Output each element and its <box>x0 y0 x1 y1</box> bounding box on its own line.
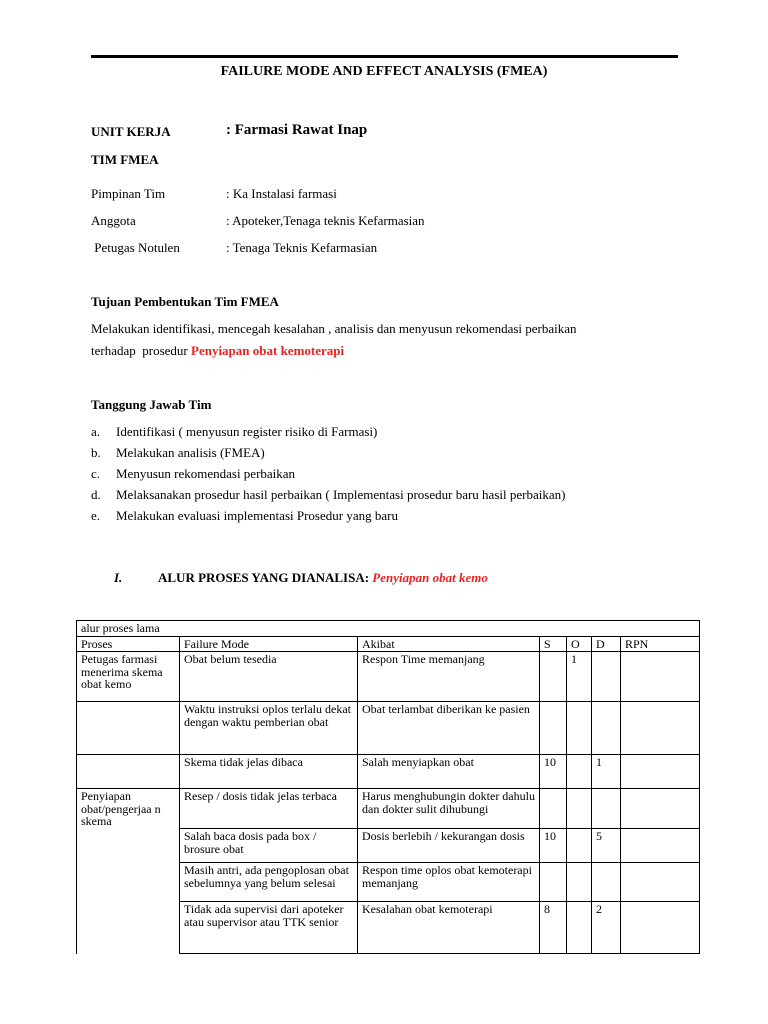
cell-d <box>592 789 621 829</box>
cell-rpn <box>621 829 700 863</box>
cell-proses: Penyiapan obat/pengerjaa n skema <box>77 789 180 954</box>
cell-rpn <box>621 755 700 789</box>
tujuan-line-2-prefix: terhadap prosedur <box>91 343 191 358</box>
cell-failure: Waktu instruksi oplos terlalu dekat dengan waktu pemberian obat <box>180 702 358 755</box>
cell-proses <box>77 702 180 755</box>
cell-d: 5 <box>592 829 621 863</box>
cell-d <box>592 652 621 702</box>
cell-akibat: Harus menghubungin dokter dahulu dan dokter sulit dihubungi <box>358 789 540 829</box>
cell-o <box>567 702 592 755</box>
cell-o <box>567 829 592 863</box>
table-row <box>77 702 700 755</box>
section-highlight: Penyiapan obat kemo <box>372 570 488 585</box>
table-header-row <box>77 636 700 652</box>
cell-s: 8 <box>540 902 567 954</box>
cell-d: 1 <box>592 755 621 789</box>
cell-d: 2 <box>592 902 621 954</box>
column-header: RPN <box>621 636 700 652</box>
top-rule <box>91 55 678 58</box>
cell-proses <box>77 755 180 789</box>
list-text: Melakukan evaluasi implementasi Prosedur yang baru <box>116 508 398 523</box>
cell-s <box>540 789 567 829</box>
tanggung-jawab-heading: Tanggung Jawab Tim <box>91 397 212 412</box>
cell-rpn <box>621 789 700 829</box>
column-header: D <box>592 636 621 652</box>
cell-o <box>567 902 592 954</box>
section-title: ALUR PROSES YANG DIANALISA: <box>158 570 373 585</box>
list-text: Identifikasi ( menyusun register risiko di Farmasi) <box>116 424 378 439</box>
member-label: Pimpinan Tim <box>91 186 166 201</box>
list-marker: d. <box>91 487 101 502</box>
cell-rpn <box>621 902 700 954</box>
tujuan-line-2 <box>91 343 344 359</box>
cell-failure: Tidak ada supervisi dari apoteker atau supervisor atau TTK senior <box>180 902 358 954</box>
tujuan-heading: Tujuan Pembentukan Tim FMEA <box>91 294 279 309</box>
member-value: : Ka Instalasi farmasi <box>226 186 337 201</box>
table-caption: alur proses lama <box>77 621 700 637</box>
tim-fmea-heading: TIM FMEA <box>91 152 159 167</box>
member-value: : Apoteker,Tenaga teknis Kefarmasian <box>226 213 425 228</box>
tujuan-highlight: Penyiapan obat kemoterapi <box>191 343 345 358</box>
cell-o <box>567 755 592 789</box>
list-item <box>91 487 565 503</box>
fmea-table <box>76 620 700 954</box>
column-header: O <box>567 636 592 652</box>
list-marker: b. <box>91 445 101 460</box>
column-header: Failure Mode <box>180 636 358 652</box>
tujuan-line-1: Melakukan identifikasi, mencegah kesalahan , analisis dan menyusun rekomendasi perbaikan <box>91 321 577 336</box>
cell-rpn <box>621 652 700 702</box>
member-label: Anggota <box>91 213 136 228</box>
cell-akibat: Dosis berlebih / kekurangan dosis <box>358 829 540 863</box>
column-header: Proses <box>77 636 180 652</box>
list-text: Melakukan analisis (FMEA) <box>116 445 265 460</box>
list-text: Melaksanakan prosedur hasil perbaikan ( Implementasi prosedur baru hasil perbaikan) <box>116 487 566 502</box>
cell-d <box>592 702 621 755</box>
list-item <box>91 424 377 440</box>
list-marker: c. <box>91 466 101 481</box>
cell-akibat: Kesalahan obat kemoterapi <box>358 902 540 954</box>
cell-o <box>567 863 592 902</box>
column-header: Akibat <box>358 636 540 652</box>
cell-rpn <box>621 863 700 902</box>
cell-s <box>540 702 567 755</box>
list-item <box>91 508 398 524</box>
cell-akibat: Salah menyiapkan obat <box>358 755 540 789</box>
list-item <box>91 445 265 461</box>
cell-failure: Masih antri, ada pengoplosan obat sebelumnya yang belum selesai <box>180 863 358 902</box>
section-number: I. <box>114 570 123 585</box>
table-row <box>77 652 700 702</box>
cell-akibat: Respon Time memanjang <box>358 652 540 702</box>
cell-s <box>540 863 567 902</box>
unit-kerja-value: : Farmasi Rawat Inap <box>226 122 368 138</box>
section-heading <box>114 570 488 586</box>
member-value: : Tenaga Teknis Kefarmasian <box>226 240 378 255</box>
cell-proses: Petugas farmasi menerima skema obat kemo <box>77 652 180 702</box>
cell-s: 10 <box>540 755 567 789</box>
column-header: S <box>540 636 567 652</box>
cell-akibat: Obat terlambat diberikan ke pasien <box>358 702 540 755</box>
table-row <box>77 789 700 829</box>
cell-akibat: Respon time oplos obat kemoterapi memanjang <box>358 863 540 902</box>
cell-s: 10 <box>540 829 567 863</box>
list-item <box>91 466 295 482</box>
cell-o: 1 <box>567 652 592 702</box>
member-label: Petugas Notulen <box>91 240 180 255</box>
document-title: FAILURE MODE AND EFFECT ANALYSIS (FMEA) <box>220 64 548 79</box>
cell-failure: Obat belum tesedia <box>180 652 358 702</box>
cell-d <box>592 863 621 902</box>
cell-o <box>567 789 592 829</box>
unit-kerja-label: UNIT KERJA <box>91 124 171 139</box>
list-marker: a. <box>91 424 101 439</box>
cell-failure: Resep / dosis tidak jelas terbaca <box>180 789 358 829</box>
cell-s <box>540 652 567 702</box>
cell-rpn <box>621 702 700 755</box>
table-row <box>77 755 700 789</box>
cell-failure: Skema tidak jelas dibaca <box>180 755 358 789</box>
table-caption-row <box>77 621 700 637</box>
list-marker: e. <box>91 508 101 523</box>
list-text: Menyusun rekomendasi perbaikan <box>116 466 296 481</box>
cell-failure: Salah baca dosis pada box / brosure obat <box>180 829 358 863</box>
